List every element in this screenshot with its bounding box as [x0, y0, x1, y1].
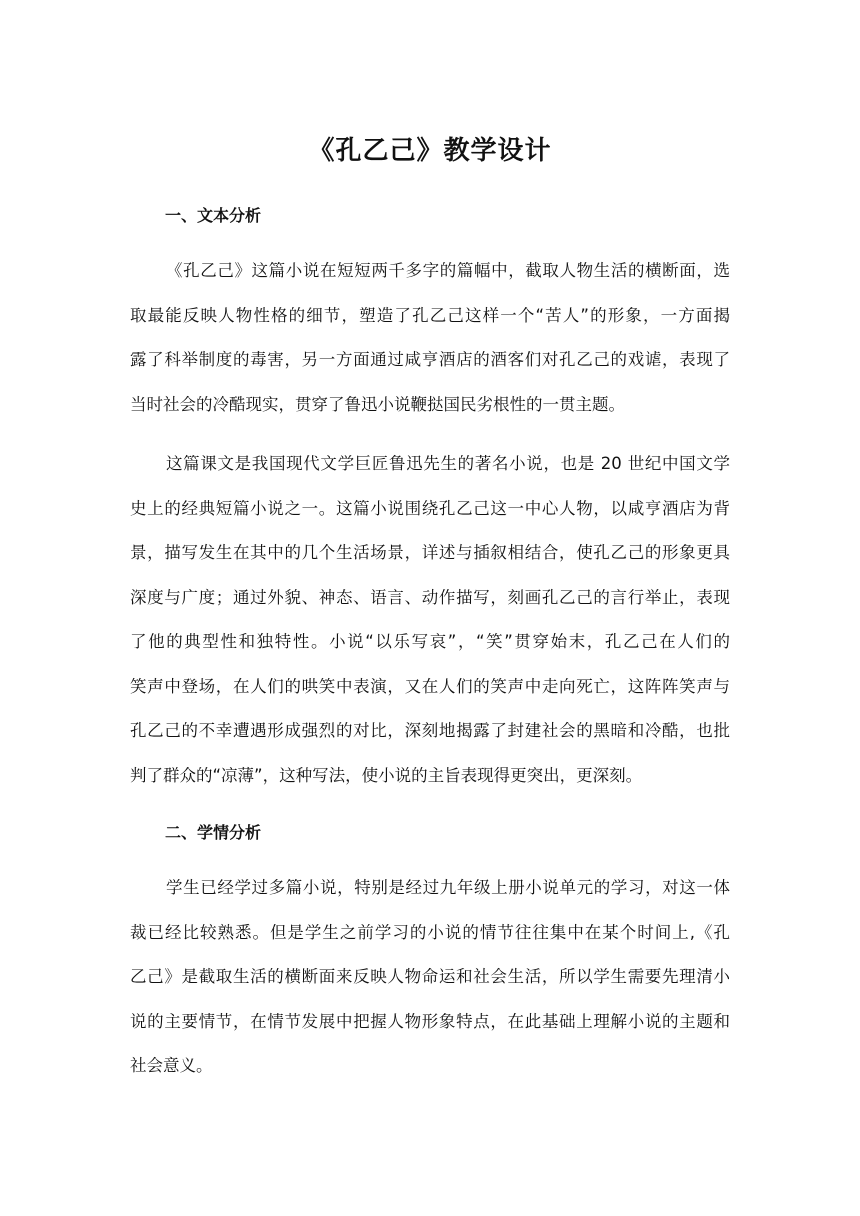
paragraph-learner-analysis-1 [130, 866, 730, 1089]
paragraph-line: 学生已经学过多篇小说，特别是经过九年级上册小说单元的学习，对这一体 [166, 878, 730, 897]
paragraph-line: 裁已经比较熟悉。但是学生之前学习的小说的情节往往集中在某个时间上,《孔 [130, 922, 730, 942]
paragraph-line: 说的主要情节，在情节发展中把握人物形象特点，在此基础上理解小说的主题和 [130, 1011, 730, 1031]
paragraph-line: 社会意义。 [130, 1056, 213, 1075]
paragraph-line: 取最能反映人物性格的细节，塑造了孔乙己这样一个“苦人”的形象，一方面揭 [130, 305, 730, 325]
paragraph-text-analysis-2 [130, 442, 730, 798]
section-heading-text-analysis: 一、文本分析 [165, 206, 262, 225]
paragraph-line: 露了科举制度的毒害，另一方面通过咸亨酒店的酒客们对孔乙己的戏谑，表现了 [130, 350, 730, 369]
paragraph-line: 孔乙己的不幸遭遇形成强烈的对比，深刻地揭露了封建社会的黑暗和冷酷，也批 [130, 721, 730, 740]
paragraph-line: 深度与广度；通过外貌、神态、语言、动作描写，刻画孔乙己的言行举止，表现 [130, 587, 730, 607]
paragraph-line: 《孔乙己》这篇小说在短短两千多字的篇幅中，截取人物生活的横断面，选 [166, 261, 730, 280]
paragraph-line: 乙己》是截取生活的横断面来反映人物命运和社会生活，所以学生需要先理清小 [130, 967, 730, 986]
paragraph-line: 判了群众的“凉薄”，这种写法，使小说的主旨表现得更突出，更深刻。 [130, 765, 643, 785]
document-title: 《孔乙己》教学设计 [308, 136, 552, 166]
paragraph-text-analysis-1 [130, 249, 730, 427]
section-heading-learner-analysis: 二、学情分析 [165, 823, 262, 842]
paragraph-line: 当时社会的冷酷现实，贯穿了鲁迅小说鞭挞国民劣根性的一贯主题。 [130, 394, 625, 414]
paragraph-line: 了他的典型性和独特性。小说“以乐写哀”，“笑”贯穿始末，孔乙己在人们的 [130, 632, 730, 651]
paragraph-line: 这篇课文是我国现代文学巨匠鲁迅先生的著名小说，也是 20 世纪中国文学 [166, 454, 730, 473]
paragraph-line: 笑声中登场，在人们的哄笑中表演，又在人们的笑声中走向死亡，这阵阵笑声与 [130, 676, 730, 696]
paragraph-line: 史上的经典短篇小说之一。这篇小说围绕孔乙己这一中心人物，以咸亨酒店为背 [130, 498, 730, 518]
paragraph-line: 景，描写发生在其中的几个生活场景，详述与插叙相结合，使孔乙己的形象更具 [130, 543, 730, 562]
